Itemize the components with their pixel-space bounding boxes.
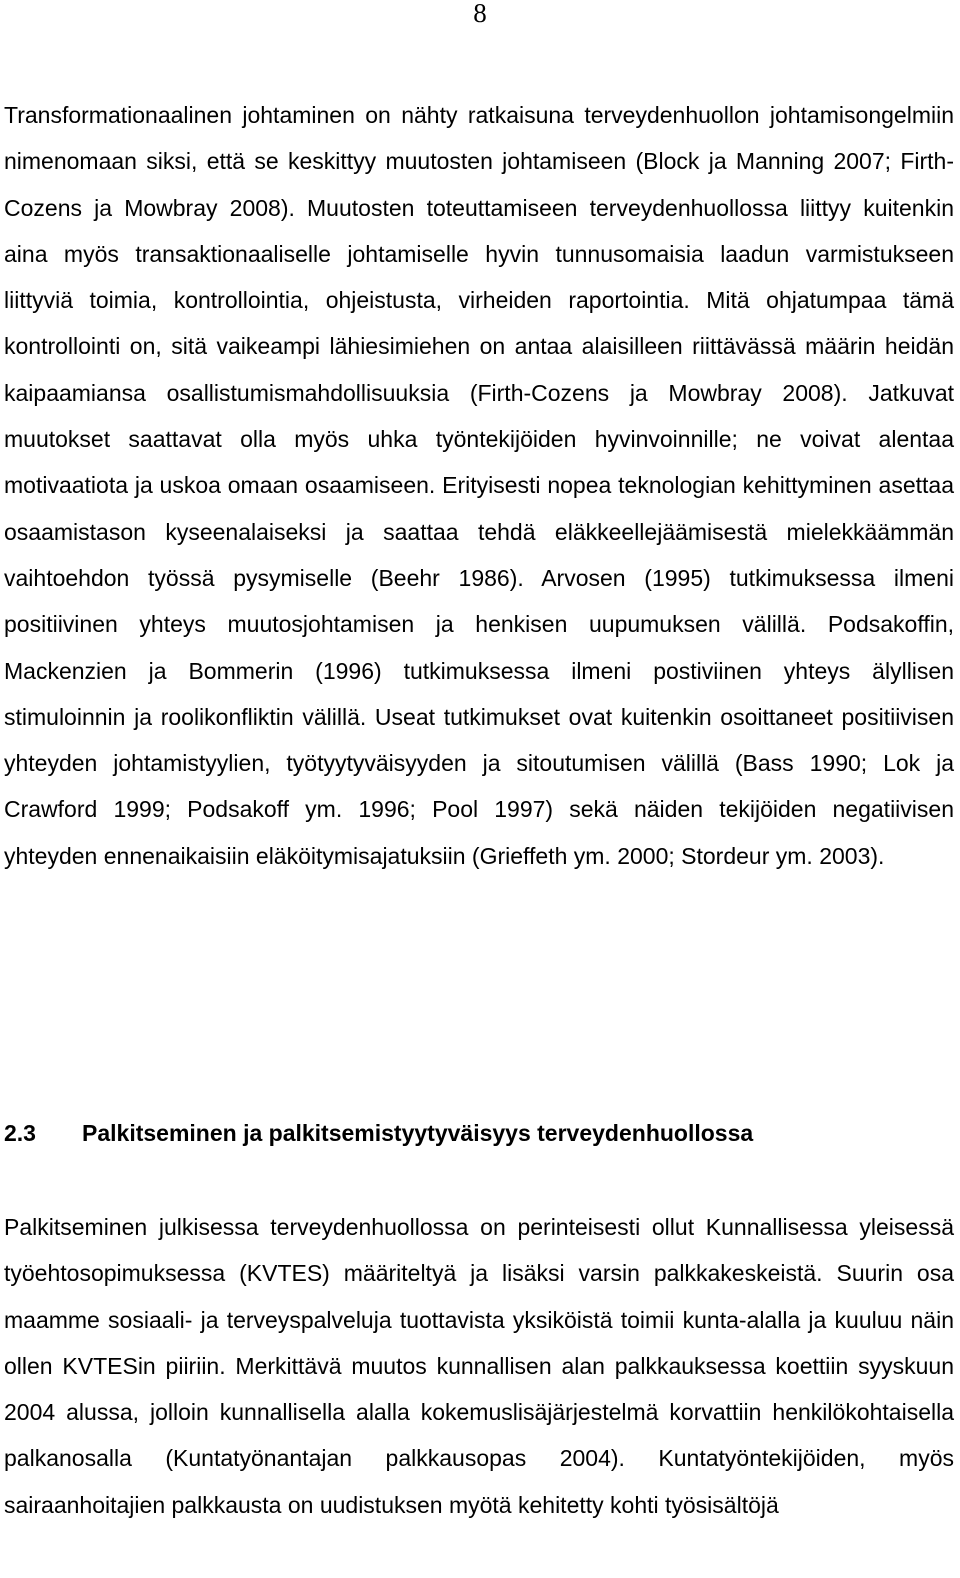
section-heading — [4, 1110, 954, 1156]
section-number: 2.3 — [4, 1120, 36, 1146]
body-paragraph: Palkitseminen julkisessa terveydenhuollossa on perinteisesti ollut Kunnallisessa yleisessä työehtosopimuksessa (KVTES) määriteltyä ja lisäksi varsin palkkakeskeistä. Suurin osa maamme sosiaali- ja terveyspalveluja tuottavista yksiköistä toimii kunta-alalla ja kuuluu näin ollen KVTESin piiriin. Merkittävä muutos kunnallisen alan palkkauksessa koettiin syyskuun 2004 alussa, jolloin kunnallisella alalla kokemuslisäjärjestelmä korvattiin henkilökohtaisella palkanosalla (Kuntatyönantajan palkkausopas 2004). Kuntatyöntekijöiden, myös sairaanhoitajien palkkausta on uudistuksen myötä kehitetty kohti työsisältöjä — [4, 1214, 954, 1518]
body-paragraph: Transformationaalinen johtaminen on nähty ratkaisuna terveydenhuollon johtamisongelmiin nimenomaan siksi, että se keskittyy muutosten johtamiseen (Block ja Manning 2007; Firth-Cozens ja Mowbray 2008). Muutosten toteuttamiseen terveydenhuollossa liittyy kuitenkin aina myös transaktionaaliselle johtamiselle hyvin tunnusomaisia laadun varmistukseen liittyviä toimia, kontrollointia, ohjeistusta, virheiden raportointia. Mitä ohjatumpaa tämä kontrollointi on, sitä vaikeampi lähiesimiehen on antaa alaisilleen riittävässä määrin heidän kaipaamiansa osallistumismahdollisuuksia (Firth-Cozens ja Mowbray 2008). Jatkuvat muutokset saattavat olla myös uhka työntekijöiden hyvinvoinnille; ne voivat alentaa motivaatiota ja uskoa omaan osaamiseen. Erityisesti nopea teknologian kehittyminen asettaa osaamistason kyseenalaiseksi ja saattaa tehdä eläkkeellejäämisestä mielekkäämmän vaihtoehdon työssä pysymiselle (Beehr 1986). Arvosen (1995) tutkimuksessa ilmeni positiivinen yhteys muutosjohtamisen ja henkisen uupumuksen välillä. Podsakoffin, Mackenzien ja Bommerin (1996) tutkimuksessa ilmeni postiviinen yhteys älyllisen stimuloinnin ja roolikonfliktin välillä. Useat tutkimukset ovat kuitenkin osoittaneet positiivisen yhteyden johtamistyylien, työtyytyväisyyden ja sitoutumisen välillä (Bass 1990; Lok ja Crawford 1999; Podsakoff ym. 1996; Pool 1997) sekä näiden tekijöiden negatiivisen yhteyden ennenaikaisiin eläköitymisajatuksiin (Grieffeth ym. 2000; Stordeur ym. 2003). — [4, 102, 954, 869]
page-number: 8 — [473, 0, 487, 28]
section-title: Palkitseminen ja palkitsemistyytyväisyys terveydenhuollossa — [82, 1120, 754, 1146]
